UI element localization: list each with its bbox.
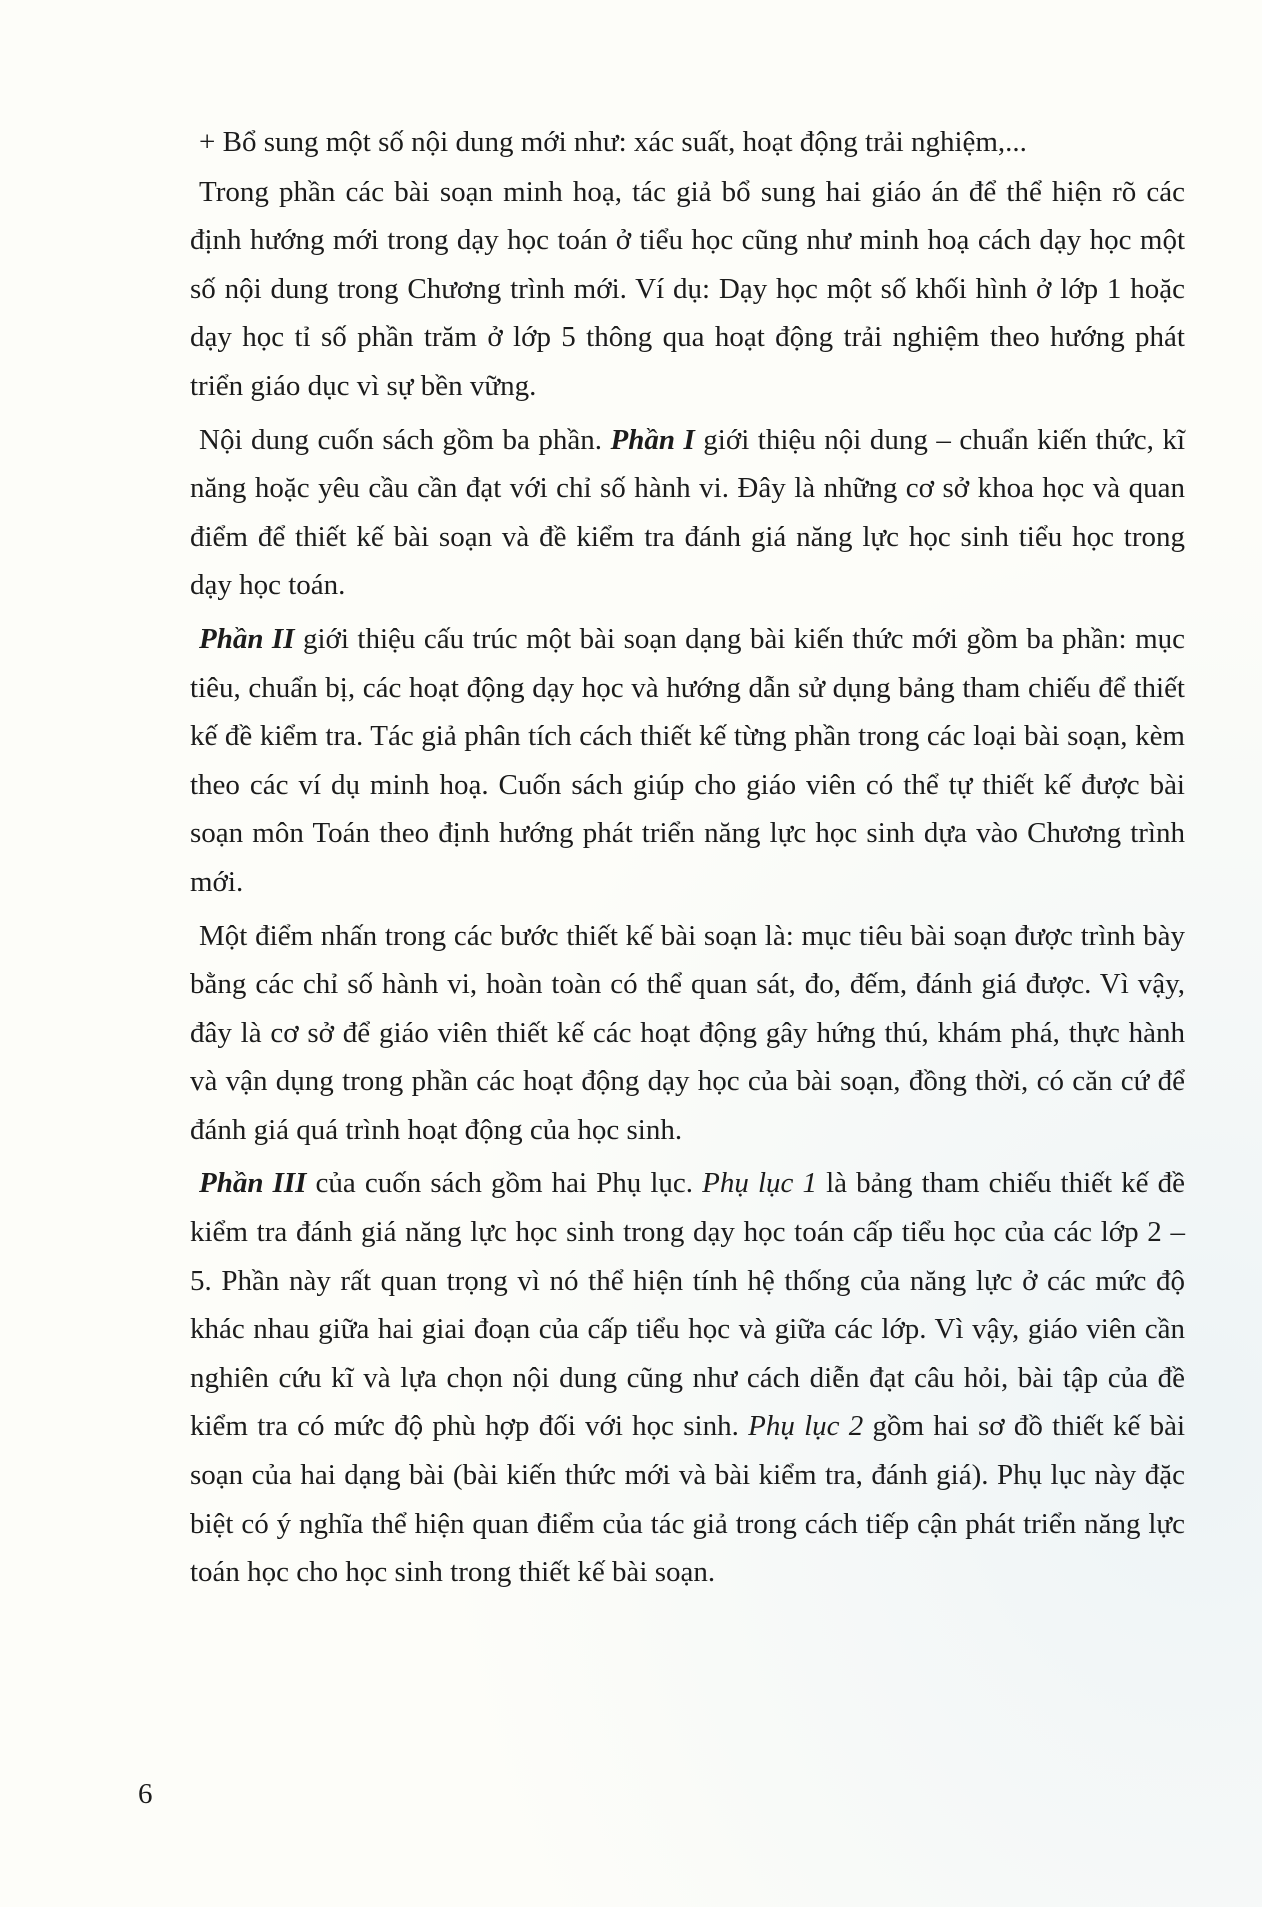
part-three-label: Phần III — [199, 1167, 307, 1200]
paragraph-bullet-additions: + Bổ sung một số nội dung mới như: xác suất, hoạt động trải nghiệm,... — [199, 126, 1027, 158]
paragraph-text: là bảng tham chiếu thiết kế đề kiểm tra đánh giá năng lực học sinh trong dạy học toán cấp tiểu học của các lớp 2 – 5. Phần này rất quan trọng vì nó thể hiện tính hệ thống của năng lực ở các mức độ khác nhau giữa hai giai đoạn của cấp tiểu học và giữa các lớp. Vì vậy, giáo viên cần nghiên cứu kĩ và lựa chọn nội dung cũng như cách diễn đạt câu hỏi, bài tập của đề kiểm tra có mức độ phù hợp đối với học sinh. — [190, 1167, 1186, 1443]
part-one-label: Phần I — [610, 423, 695, 456]
paragraph-illustrative-lessons: Trong phần các bài soạn minh hoạ, tác giả bổ sung hai giáo án để thể hiện rõ các định hướng mới trong dạy học toán ở tiểu học cũng như minh hoạ cách dạy học một số nội dung trong Chương trình mới. Ví dụ: Dạy học một số khối hình ở lớp 1 hoặc dạy học tỉ số phần trăm ở lớp 5 thông qua hoạt động trải nghiệm theo hướng phát triển giáo dục vì sự bền vững. — [190, 175, 1185, 402]
paragraph-text: giới thiệu cấu trúc một bài soạn dạng bài kiến thức mới gồm ba phần: mục tiêu, chuẩn bị, các hoạt động dạy học và hướng dẫn sử dụng bảng tham chiếu để thiết kế đề kiểm tra. Tác giả phân tích cách thiết kế từng phần trong các loại bài soạn, kèm theo các ví dụ minh hoạ. Cuốn sách giúp cho giáo viên có thể tự thiết kế được bài soạn môn Toán theo định hướng phát triển năng lực học sinh dựa vào Chương trình mới. — [190, 622, 1186, 898]
paragraph-highlight: Một điểm nhấn trong các bước thiết kế bài soạn là: mục tiêu bài soạn được trình bày bằng các chỉ số hành vi, hoàn toàn có thể quan sát, đo, đếm, đánh giá được. Vì vậy, đây là cơ sở để giáo viên thiết kế các hoạt động gây hứng thú, khám phá, thực hành và vận dụng trong phần các hoạt động dạy học của bài soạn, đồng thời, có căn cứ để đánh giá quá trình hoạt động của học sinh. — [190, 919, 1185, 1146]
paragraph-text: của cuốn sách gồm hai Phụ lục. — [306, 1167, 703, 1200]
paragraph-text: giới thiệu nội dung – chuẩn kiến thức, kĩ năng hoặc yêu cầu cần đạt với chỉ số hành vi. Đây là những cơ sở khoa học và quan điểm để thiết kế bài soạn và đề kiểm tra đánh giá năng lực học sinh tiểu học trong dạy học toán. — [190, 423, 1185, 602]
paragraph-book-contents — [190, 416, 1185, 610]
appendix-one-label: Phụ lục 1 — [702, 1167, 817, 1200]
paragraph-part-two — [190, 615, 1185, 907]
part-two-label: Phần II — [199, 622, 295, 655]
paragraph-text: Nội dung cuốn sách gồm ba phần. — [199, 423, 611, 456]
paragraph-text: gồm hai sơ đồ thiết kế bài soạn của hai dạng bài (bài kiến thức mới và bài kiểm tra, đánh giá). Phụ lục này đặc biệt có ý nghĩa thể hiện quan điểm của tác giả trong cách tiếp cận phát triển năng lực toán học cho học sinh trong thiết kế bài soạn. — [190, 1410, 1185, 1589]
page-number: 6 — [138, 1778, 153, 1810]
paragraph-part-three — [190, 1159, 1185, 1596]
appendix-two-label: Phụ lục 2 — [748, 1410, 864, 1443]
body-text — [190, 118, 1185, 1597]
